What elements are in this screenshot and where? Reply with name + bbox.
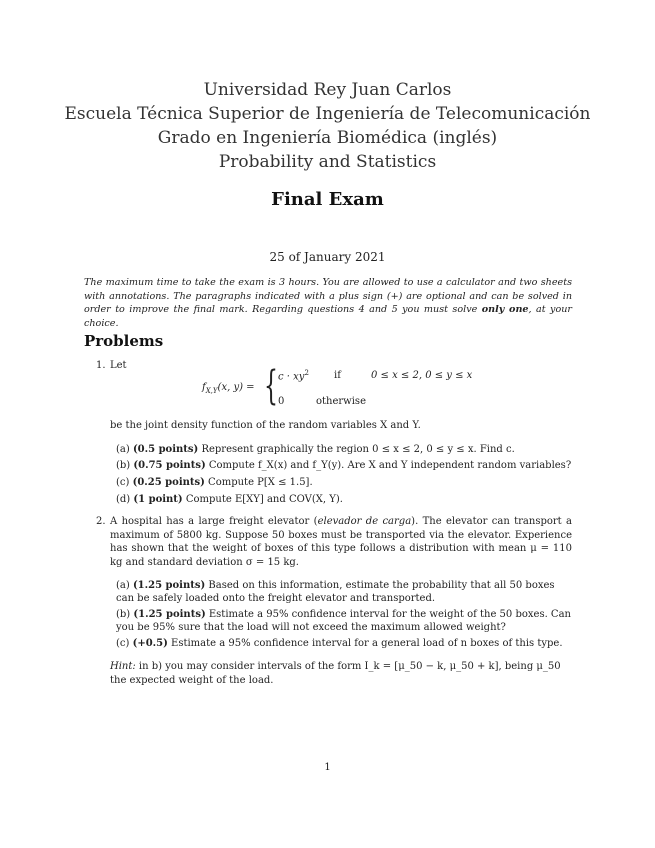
- case-2-condition: otherwise: [316, 396, 366, 407]
- problem-2-hint: [110, 660, 572, 687]
- part-points: (1.25 points): [132, 580, 206, 591]
- university-name: Universidad Rey Juan Carlos: [203, 80, 452, 100]
- case-1-expression: [278, 369, 309, 382]
- function-name: f: [202, 382, 206, 393]
- exam-date: 25 of January 2021: [269, 250, 386, 264]
- function-subscript: X,Y: [205, 387, 218, 395]
- problem-2-number: 2.: [96, 516, 106, 527]
- problem-1-part-c: [116, 476, 576, 489]
- density-function-lhs: [202, 382, 255, 395]
- part-points: (0.5 points): [132, 444, 199, 455]
- hint-label: Hint:: [110, 661, 136, 672]
- hint-text: in b) you may consider intervals of the form I_k = [μ_50 − k, μ_50 + k], being μ_50 the expected weight of the load.: [110, 661, 561, 686]
- course-name: Probability and Statistics: [218, 152, 437, 172]
- part-text: Compute P[X ≤ 1.5].: [204, 477, 313, 488]
- part-label: (b): [116, 609, 131, 620]
- part-points: (+0.5): [132, 638, 168, 649]
- page-number: 1: [324, 762, 331, 773]
- intro-text-a: A hospital has a large freight elevator (: [110, 516, 318, 527]
- problem-1-part-d: [116, 493, 576, 506]
- section-title: Problems: [84, 332, 164, 350]
- intro-text-b: ). The elevator can transport a maximum of 5800 kg. Suppose 50 boxes must be transported via the elevator. Experience has shown that the weight of boxes of this type follows a distribution with mean μ = 110 kg and standard deviation σ = 15 kg.: [110, 516, 572, 568]
- case-1-condition: 0 ≤ x ≤ 2, 0 ≤ y ≤ x: [371, 370, 473, 381]
- problem-1-part-a: [116, 443, 576, 456]
- case-1-if: if: [334, 370, 341, 381]
- part-points: (0.25 points): [132, 477, 205, 488]
- problem-1-lead: Let: [110, 360, 127, 371]
- problem-2-part-a: [116, 579, 572, 605]
- problem-1-follow: be the joint density function of the random variables X and Y.: [110, 420, 421, 431]
- problem-2-part-c: [116, 637, 572, 650]
- part-text: Compute E[XY] and COV(X, Y).: [182, 494, 343, 505]
- case-1-expr-text: c · xy: [278, 371, 305, 383]
- part-text: Based on this information, estimate the probability that all 50 boxes can be safely loaded onto the freight elevator and transported.: [116, 580, 555, 604]
- part-label: (b): [116, 460, 131, 471]
- instructions-emphasis: only one: [481, 304, 529, 315]
- problem-1-part-b: [116, 459, 576, 472]
- part-label: (c): [116, 477, 130, 488]
- part-text: Estimate a 95% confidence interval for the weight of the 50 boxes. Can you be 95% sure that the load will not exceed the maximum allowed weight?: [116, 609, 571, 633]
- problem-1-number: 1.: [96, 360, 106, 371]
- part-text: Estimate a 95% confidence interval for a general load of n boxes of this type.: [167, 638, 563, 649]
- cases-brace: {: [264, 363, 278, 409]
- part-text: Compute f_X(x) and f_Y(y). Are X and Y independent random variables?: [205, 460, 572, 471]
- school-name: Escuela Técnica Superior de Ingeniería de Telecomunicación: [64, 104, 591, 124]
- exam-title: Final Exam: [271, 189, 384, 210]
- part-points: (0.75 points): [133, 460, 206, 471]
- part-label: (c): [116, 638, 130, 649]
- part-text: Represent graphically the region 0 ≤ x ≤ 2, 0 ≤ y ≤ x. Find c.: [198, 444, 515, 455]
- part-label: (d): [116, 494, 131, 505]
- problem-2-intro: [110, 515, 572, 569]
- case-1-exponent: 2: [304, 369, 309, 377]
- part-points: (1 point): [133, 494, 183, 505]
- case-2-expression: 0: [278, 396, 285, 407]
- instructions-text-after: , at your choice.: [84, 304, 572, 329]
- part-label: (a): [116, 580, 130, 591]
- part-points: (1.25 points): [133, 609, 206, 620]
- degree-name: Grado en Ingeniería Biomédica (inglés): [157, 128, 498, 148]
- problem-2-part-b: [116, 608, 572, 634]
- instructions-text-before: The maximum time to take the exam is 3 hours. You are allowed to use a calculator and two sheets with annotations. The paragraphs indicated with a plus sign (+) are optional and can be solved in order to improve the final mark. Regarding questions 4 and 5 you must solve: [84, 277, 572, 315]
- intro-italic: elevador de carga: [317, 516, 412, 527]
- function-args: (x, y) =: [217, 382, 255, 393]
- instructions: [84, 276, 572, 330]
- part-label: (a): [116, 444, 130, 455]
